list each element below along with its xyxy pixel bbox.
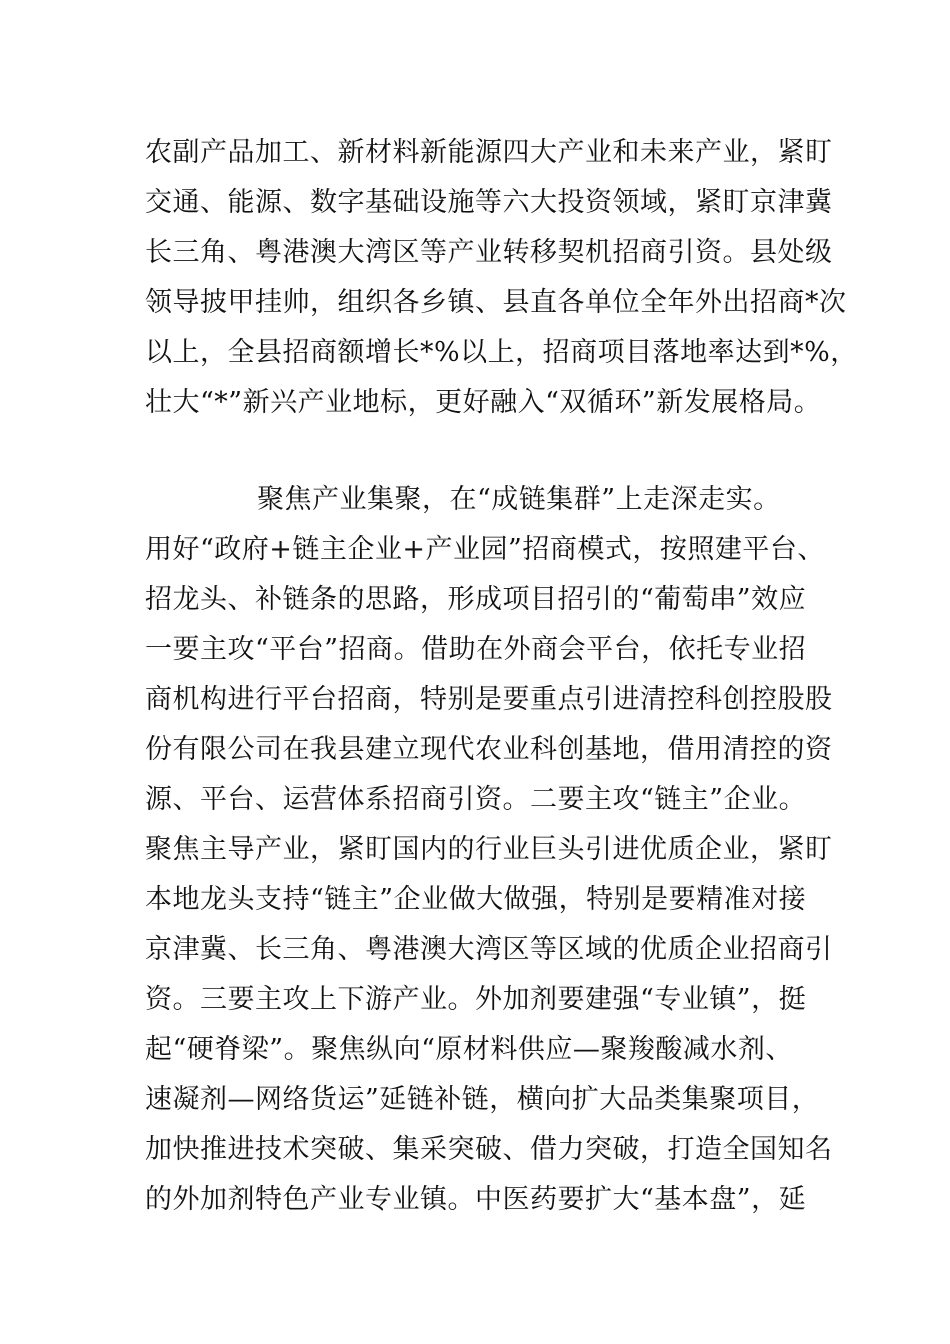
- text-line: 本地龙头支持“链主”企业做大做强，特别是要精准对接: [145, 884, 807, 915]
- text-line: 源、平台、运营体系招商引资。二要主攻“链主”企业。: [145, 784, 807, 815]
- text-line: 壮大“*”新兴产业地标，更好融入“双循环”新发展格局。: [145, 387, 822, 418]
- text-line: 商机构进行平台招商，特别是要重点引进清控科创控股股: [145, 684, 833, 715]
- text-line: 一要主攻“平台”招商。借助在外商会平台，依托专业招: [145, 634, 807, 665]
- text-line: 京津冀、长三角、粤港澳大湾区等区域的优质企业招商引: [145, 934, 833, 965]
- text-line: 农副产品加工、新材料新能源四大产业和未来产业，紧盯: [145, 137, 833, 168]
- text-line: 起“硬脊梁”。聚焦纵向“原材料供应—聚羧酸减水剂、: [145, 1034, 793, 1065]
- section-heading-line: 聚焦产业集聚，在“成链集群”上走深走实。: [257, 484, 781, 515]
- text-line: 的外加剂特色产业专业镇。中医药要扩大“基本盘”，延: [145, 1184, 807, 1215]
- text-line: 长三角、粤港澳大湾区等产业转移契机招商引资。县处级: [145, 237, 833, 268]
- text-line: 领导披甲挂帅，组织各乡镇、县直各单位全年外出招商*次: [145, 287, 847, 318]
- text-line: 招龙头、补链条的思路，形成项目招引的“葡萄串”效应: [145, 584, 807, 615]
- paragraph-2: [145, 475, 845, 1225]
- text-line: 以上，全县招商额增长*%以上，招商项目落地率达到*%，: [145, 337, 858, 368]
- text-line: 速凝剂—网络货运”延链补链，横向扩大品类集聚项目，: [145, 1084, 820, 1115]
- text-line: 交通、能源、数字基础设施等六大投资领域，紧盯京津冀: [145, 187, 833, 218]
- text-line: 资。三要主攻上下游产业。外加剂要建强“专业镇”，挺: [145, 984, 807, 1015]
- paragraph-1: [145, 128, 858, 428]
- text-line: 聚焦主导产业，紧盯国内的行业巨头引进优质企业，紧盯: [145, 834, 833, 865]
- text-line: 加快推进技术突破、集采突破、借力突破，打造全国知名: [145, 1134, 833, 1165]
- text-line: 用好“政府+链主企业+产业园”招商模式，按照建平台、: [145, 534, 825, 565]
- text-line: 份有限公司在我县建立现代农业科创基地，借用清控的资: [145, 734, 833, 765]
